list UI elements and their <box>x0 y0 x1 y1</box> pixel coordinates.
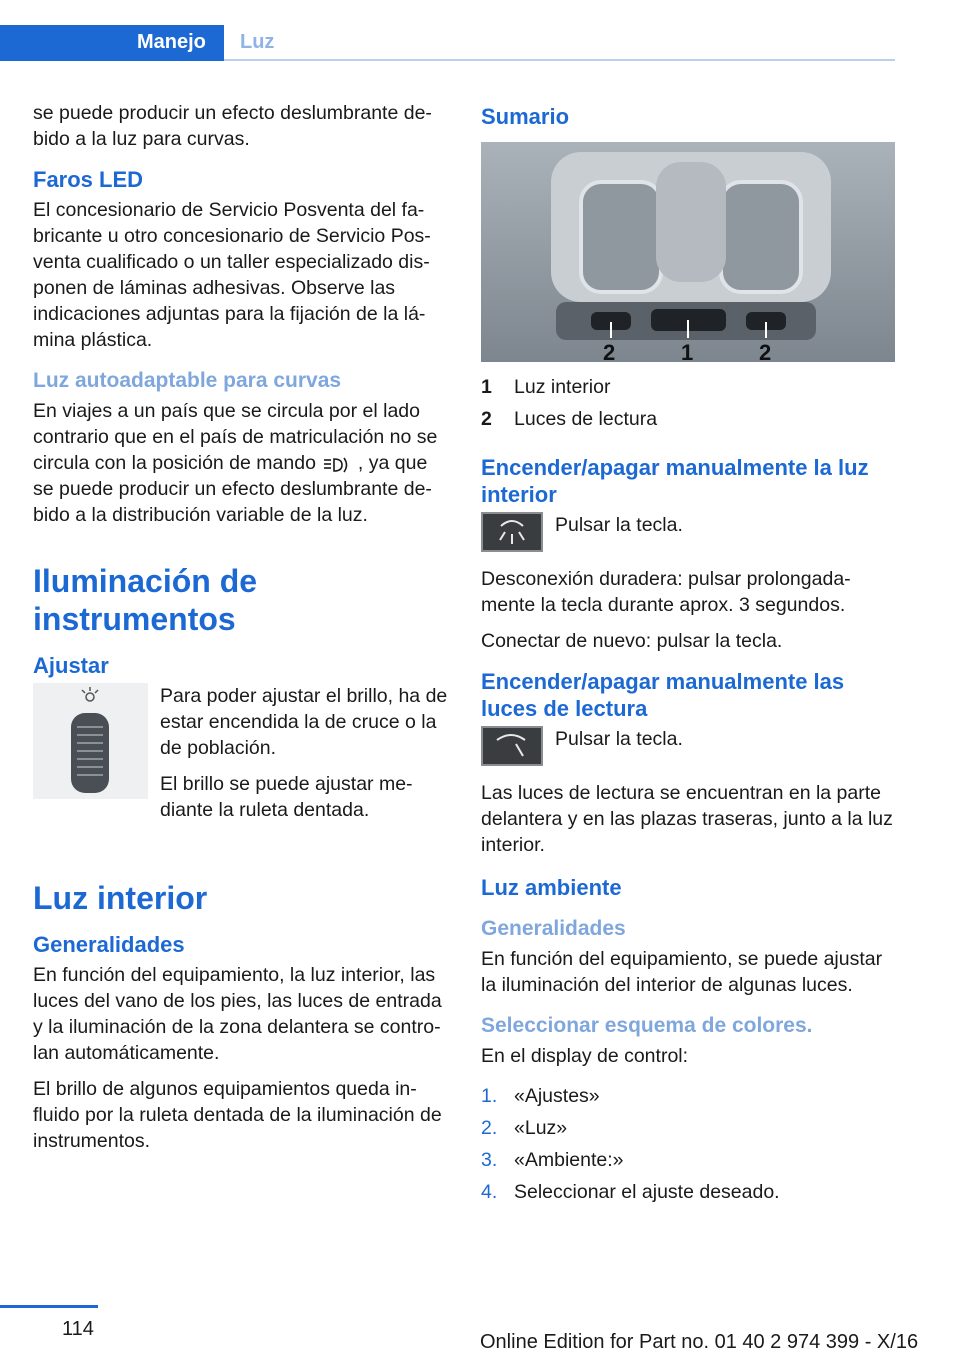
interior-light-photo <box>481 142 895 362</box>
legend-num-2: 2 <box>481 408 492 430</box>
step-text: «Ajustes» <box>514 1085 600 1107</box>
edition-footer: Online Edition for Part no. 01 40 2 974 399 - X/16 <box>480 1331 919 1353</box>
desconexion-text: Desconexión duradera: pulsar prolongada-mente la tecla durante aprox. 3 segundos. <box>481 568 851 616</box>
esquema-heading: Seleccionar esquema de colores. <box>481 1014 813 1037</box>
sumario-heading: Sumario <box>481 104 570 129</box>
interior-onoff-heading: Encender/apagar manualmente la luz interior <box>481 455 869 507</box>
generalidades-text-1: En función del equipamiento, la luz interior, las luces del vano de los pies, las luces de entrada y la iluminación de la zona delantera se contro-lan automáticamente. <box>33 964 442 1064</box>
conectar-text: Conectar de nuevo: pulsar la tecla. <box>481 630 783 652</box>
curvas-text-a: En viajes a un país que se circula por el lado contrario que en el país de matriculación no se circula con la posición de mando <box>33 400 438 474</box>
display-text: En el display de control: <box>481 1045 689 1067</box>
generalidades-text-2: El brillo de algunos equipamientos queda in-fluido por la ruleta dentada de la iluminación de instrumentos. <box>33 1078 442 1152</box>
step-num: 3. <box>481 1149 498 1171</box>
interior-light-button-icon <box>481 512 543 552</box>
step-1 <box>481 1083 895 1109</box>
ambiente-generalidades-heading: Generalidades <box>481 917 626 940</box>
interior-press-key: Pulsar la tecla. <box>555 514 683 536</box>
faros-led-text: El concesionario de Servicio Posventa del fa-bricante u otro concesionario de Servicio Pos-venta cualificado o un taller especializado dis-ponen de láminas adhesivas. Observe las indicaciones adjuntas para la fijación de la lá-mina plástica. <box>33 199 431 351</box>
curvas-text-b: , ya que se puede producir un efecto deslumbrante de-bido a la distribución variable de la luz. <box>33 452 432 526</box>
step-4 <box>481 1179 895 1205</box>
step-text: Seleccionar el ajuste deseado. <box>514 1181 780 1203</box>
tab-manejo[interactable]: Manejo <box>137 31 206 53</box>
light-switch-icon <box>322 455 352 473</box>
ajustar-heading: Ajustar <box>33 653 109 678</box>
footer-rule <box>0 1305 98 1308</box>
ajustar-text <box>160 683 453 833</box>
curvas-text <box>33 398 453 528</box>
steps-list <box>481 1083 895 1205</box>
legend-text-2: Luces de lectura <box>514 408 658 430</box>
legend-item-1 <box>481 374 895 400</box>
photo-label-center: 1 <box>681 340 694 362</box>
reading-light-button-icon <box>481 726 543 766</box>
step-num: 2. <box>481 1117 498 1139</box>
legend-num-1: 1 <box>481 376 492 398</box>
intro-text: se puede producir un efecto deslumbrante de-bido a la luz para curvas. <box>33 102 432 150</box>
legend-text-1: Luz interior <box>514 376 611 398</box>
ajustar-paragraph-2: El brillo se puede ajustar me-diante la ruleta dentada. <box>160 773 413 821</box>
lectura-press-key: Pulsar la tecla. <box>555 728 683 750</box>
right-column <box>481 100 895 1211</box>
curvas-heading: Luz autoadaptable para curvas <box>33 369 342 392</box>
left-column <box>33 100 453 1164</box>
legend-item-2 <box>481 406 895 432</box>
step-text: «Ambiente:» <box>514 1149 624 1171</box>
ambiente-generalidades-text: En función del equipamiento, se puede ajustar la iluminación del interior de algunas luces. <box>481 948 883 996</box>
step-3 <box>481 1147 895 1173</box>
dimmer-wheel-image <box>33 683 148 799</box>
header-bar <box>0 0 895 62</box>
lectura-text: Las luces de lectura se encuentran en la parte delantera y en las plazas traseras, junto a la luz interior. <box>481 782 893 856</box>
ajustar-section <box>33 683 453 833</box>
ajustar-paragraph-1: Para poder ajustar el brillo, ha de estar encendida la de cruce o la de población. <box>160 685 448 759</box>
instrumentos-heading: Iluminación de instrumentos <box>33 563 258 637</box>
header-rule <box>224 59 895 61</box>
tab-luz[interactable]: Luz <box>240 31 275 53</box>
page-number: 114 <box>62 1318 94 1340</box>
step-2 <box>481 1115 895 1141</box>
step-num: 4. <box>481 1181 498 1203</box>
photo-label-left: 2 <box>603 340 616 362</box>
photo-label-right: 2 <box>759 340 772 362</box>
lectura-onoff-heading: Encender/apagar manualmente las luces de lectura <box>481 669 845 721</box>
lectura-button-row <box>481 726 895 766</box>
luz-interior-heading: Luz interior <box>33 880 208 916</box>
step-text: «Luz» <box>514 1117 568 1139</box>
ambiente-heading: Luz ambiente <box>481 875 622 900</box>
faros-led-heading: Faros LED <box>33 167 144 192</box>
interior-button-row <box>481 512 895 552</box>
step-num: 1. <box>481 1085 498 1107</box>
generalidades-heading: Generalidades <box>33 932 185 957</box>
